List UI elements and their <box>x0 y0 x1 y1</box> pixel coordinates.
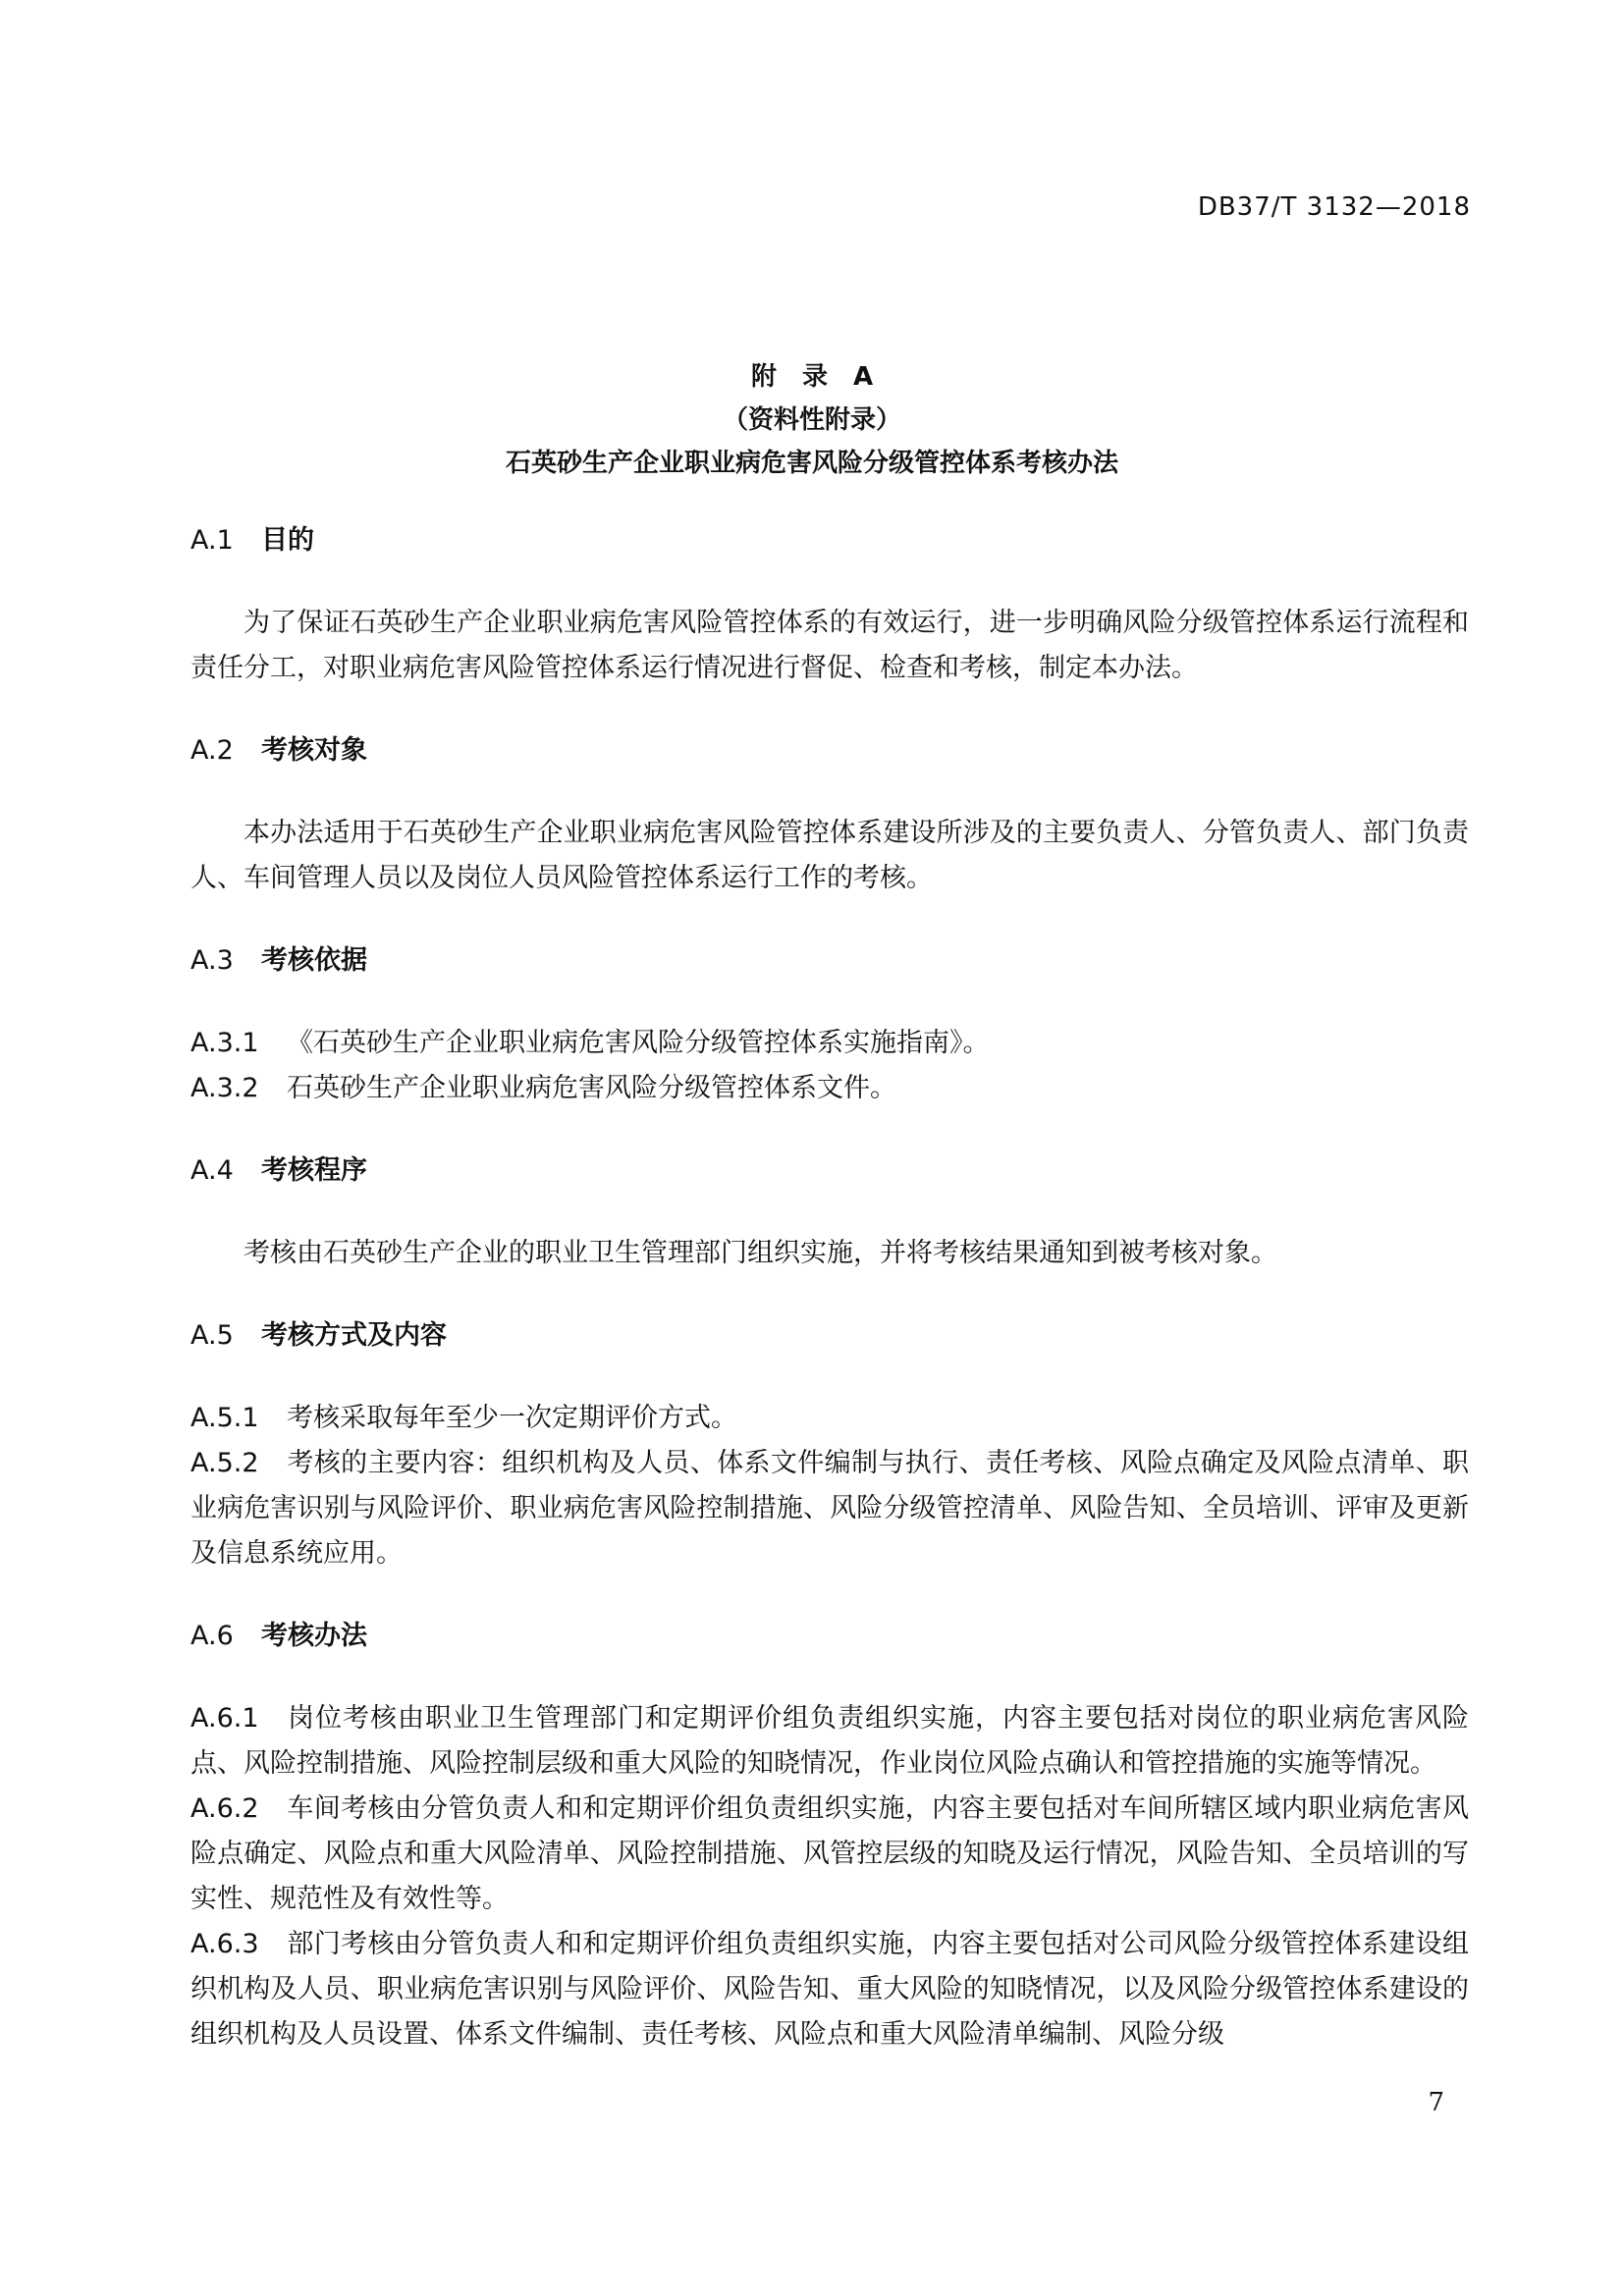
section-title: 考核办法 <box>261 1621 367 1651</box>
standard-code: DB37/T 3132—2018 <box>1197 192 1471 222</box>
section-number: A.2 <box>190 735 234 766</box>
section-number: A.4 <box>190 1155 234 1186</box>
section-heading <box>190 938 1469 984</box>
clause-text: 岗位考核由职业卫生管理部门和定期评价组负责组织实施，内容主要包括对岗位的职业病危害风险点、风险控制措施、风险控制层级和重大风险的知晓情况，作业岗位风险点确认和管控措施的实施等情况。 <box>190 1703 1469 1779</box>
section-number: A.3 <box>190 945 234 976</box>
clause-number: A.6.2 <box>190 1793 259 1824</box>
section-paragraph: 考核由石英砂生产企业的职业卫生管理部门组织实施，并将考核结果通知到被考核对象。 <box>244 1238 1277 1268</box>
section-title: 考核对象 <box>261 735 367 766</box>
section-title: 考核方式及内容 <box>261 1320 447 1351</box>
clause <box>190 1922 1469 2057</box>
clause-number: A.5.1 <box>190 1403 259 1433</box>
section-title: 考核程序 <box>261 1155 367 1186</box>
clause <box>190 1066 1469 1111</box>
clause-text: 《石英砂生产企业职业病危害风险分级管控体系实施指南》。 <box>287 1028 990 1058</box>
section-heading <box>190 728 1469 774</box>
clause-number: A.3.1 <box>190 1028 259 1058</box>
page-number: 7 <box>1428 2088 1444 2117</box>
section-number: A.1 <box>190 525 234 556</box>
clause-text: 部门考核由分管负责人和和定期评价组负责组织实施，内容主要包括对公司风险分级管控体系建设组织机构及人员、职业病危害识别与风险评价、风险告知、重大风险的知晓情况，以及风险分级管控体系建设的组织机构及人员设置、体系文件编制、责任考核、风险点和重大风险清单编制、风险分级 <box>190 1929 1469 2050</box>
clause-text: 石英砂生产企业职业病危害风险分级管控体系文件。 <box>287 1073 896 1103</box>
clause-text: 考核的主要内容：组织机构及人员、体系文件编制与执行、责任考核、风险点确定及风险点清单、职业病危害识别与风险评价、职业病危害风险控制措施、风险分级管控清单、风险告知、全员培训、评审及更新及信息系统应用。 <box>190 1448 1469 1569</box>
section-paragraph: 为了保证石英砂生产企业职业病危害风险管控体系的有效运行，进一步明确风险分级管控体系运行流程和责任分工，对职业病危害风险管控体系运行情况进行督促、检查和考核，制定本办法。 <box>190 608 1469 683</box>
section-number: A.5 <box>190 1320 234 1351</box>
clause <box>190 1396 1469 1441</box>
clause-number: A.6.1 <box>190 1703 259 1734</box>
annex-heading <box>0 355 1624 485</box>
clause <box>190 1696 1469 1787</box>
clause-number: A.3.2 <box>190 1073 259 1103</box>
clause-text: 车间考核由分管负责人和和定期评价组负责组织实施，内容主要包括对车间所辖区域内职业病危害风险点确定、风险点和重大风险清单、风险控制措施、风管控层级的知晓及运行情况，风险告知、全员培训的写实性、规范性及有效性等。 <box>190 1793 1469 1914</box>
annex-label: 附 录 A <box>750 362 874 392</box>
clause-text: 考核采取每年至少一次定期评价方式。 <box>287 1403 737 1433</box>
section-paragraph: 本办法适用于石英砂生产企业职业病危害风险管控体系建设所涉及的主要负责人、分管负责人、部门负责人、车间管理人员以及岗位人员风险管控体系运行工作的考核。 <box>190 818 1469 893</box>
section-heading <box>190 1614 1469 1659</box>
annex-type: （资料性附录） <box>722 405 901 435</box>
section-title: 目的 <box>261 525 314 556</box>
section-title: 考核依据 <box>261 945 367 976</box>
clause <box>190 1441 1469 1576</box>
section-heading <box>190 518 1469 563</box>
section-number: A.6 <box>190 1621 234 1651</box>
clause <box>190 1787 1469 1922</box>
clause-number: A.5.2 <box>190 1448 259 1478</box>
annex-title: 石英砂生产企业职业病危害风险分级管控体系考核办法 <box>505 449 1118 478</box>
clause-number: A.6.3 <box>190 1929 259 1959</box>
document-body <box>190 518 1469 2057</box>
section-heading <box>190 1148 1469 1194</box>
clause <box>190 1021 1469 1066</box>
section-heading <box>190 1313 1469 1359</box>
